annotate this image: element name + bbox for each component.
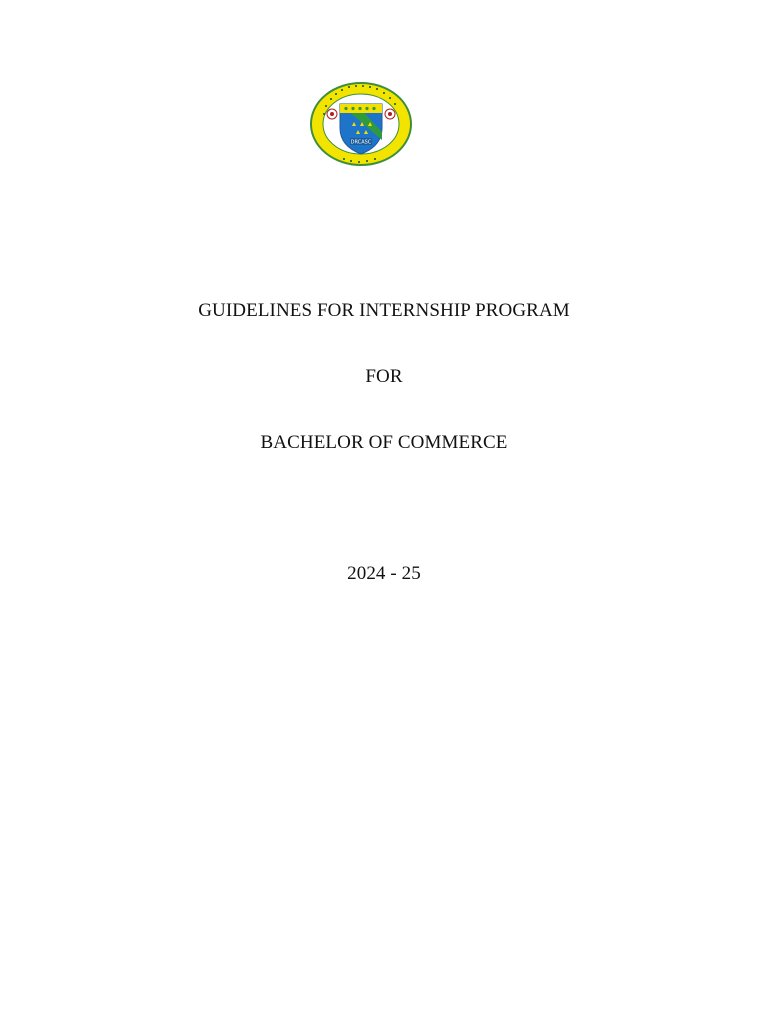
svg-text:DRCASC: DRCASC xyxy=(350,139,372,146)
college-logo xyxy=(308,80,414,168)
document-title-line-3: BACHELOR OF COMMERCE xyxy=(260,432,508,453)
document-title-line-2: FOR xyxy=(365,366,403,387)
document-year: 2024 - 25 xyxy=(347,563,421,584)
college-crest-icon xyxy=(308,80,414,168)
document-title-line-1: GUIDELINES FOR INTERNSHIP PROGRAM xyxy=(198,300,570,321)
